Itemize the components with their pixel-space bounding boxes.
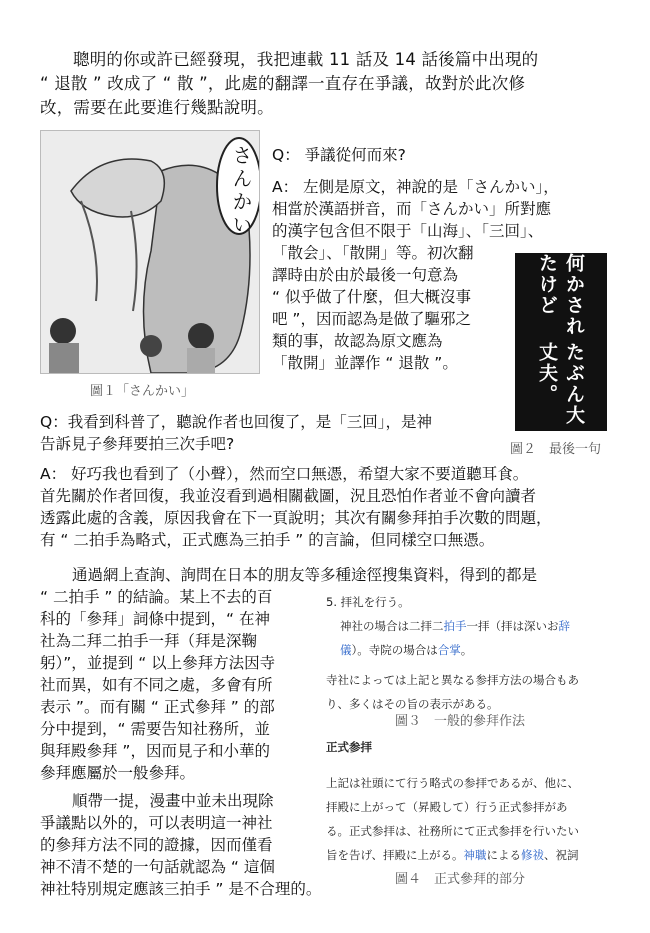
figure-1-manga-panel [40,130,260,374]
figure-4-line-4 [326,843,616,867]
qa-1-answer-line: 的漢字包含但不限于「山海」、「三回」、 [272,222,544,240]
body-line: 分中提到，“ 需要告知社務所，並 [40,720,270,738]
text-run: 、祝詞 [544,848,579,862]
text-run: ）。寺院の場合は [351,643,438,657]
figure-4-caption: 圖４ 正式參拜的部分 [395,872,526,887]
qa-1-answer-line: 「散会」、「散開」等。初次翻 [272,244,474,262]
intro-line-2: “ 退散 ” 改成了 “ 散 ”，此處的翻譯一直存在爭議，故對於此次修 [40,74,526,93]
body-line: 躬）”，並提到 “ 以上參拜方法因寺 [40,654,276,672]
qa-2-answer-line: 有 “ 二拍手為略式，正式應為三拍手 ” 的言論，但同樣空口無憑。 [40,531,495,549]
body-line: 順帶一提，漫畫中並未出現除 [72,792,274,810]
figure-1-caption: 圖１「さんかい」 [90,384,195,399]
qa-2-answer-line: 透露此處的含義，原因我會在下一頁說明；其次有關參拜拍手次數的問題， [40,509,552,527]
text-run: 神社の場合は二拝二 [340,619,444,633]
figure-2-text-col-2: たぶん大丈夫。 [536,342,585,426]
figure-3-caption: 圖３ 一般的參拜作法 [395,714,526,729]
intro-line-1: 聰明的你或許已經發現，我把連載 11 話及 14 話後篇中出現的 [73,50,539,69]
link-gassho[interactable]: 合掌 [437,643,461,657]
figure-4-excerpt [326,735,616,867]
qa-1-answer-line: 相當於漢語拼音，而「さんかい」所對應 [272,200,552,218]
body-line: 科的「參拜」詞條中提到，“ 在神 [40,610,270,628]
figure-3-line-2 [326,638,616,662]
figure-2-panel [515,253,607,431]
figure-2-caption: 圖２ 最後一句 [510,442,602,457]
figure-4-line-1: 上記は社頭にて行う略式の参拝であるが、他に、 [326,776,579,790]
body-line: 社而異，如有不同之處，多會有所 [40,676,273,694]
body-line: 爭議點以外的，可以表明這一神社 [40,814,273,832]
body-paragraph-2 [40,790,340,900]
text-run: による [486,848,522,862]
intro-line-3: 改，需要在此要進行幾點說明。 [40,98,274,117]
qa-2 [40,411,615,551]
figure-3-line-4: り、多くはその旨の表示がある。 [326,697,499,711]
body-line: 社為二拜二拍手一拜（拜是深鞠 [40,632,258,650]
qa-1-answer-line: 譯時由於由於最後一句意為 [272,266,459,284]
qa-2-question-line: 告訴見子參拜要拍三次手吧? [40,435,235,453]
qa-2-question-line: Q：我看到科普了，聽說作者也回復了，是「三回」，是神 [40,413,432,431]
figure-3-line-3: 寺社によっては上記と異なる参拝方法の場合もあ [326,673,579,687]
qa-1-answer-line: A： 左側是原文，神說的是「さんかい」， [272,178,559,196]
qa-2-answer-line: 首先關於作者回復，我並沒看到過相關截圖，況且恐怕作者並不會向讀者 [40,487,537,505]
body-line: 通過網上查詢、詢問在日本的朋友等多種途徑搜集資料，得到的都是 [72,566,538,584]
figure-2-text-col-1: 何かされたけど [536,253,585,337]
link-jigi[interactable]: 辞 [558,619,570,633]
figure-4-heading: 正式参拝 [326,740,372,754]
qa-1-answer-line: “ 似乎做了什麼，但大概沒事 [272,288,471,306]
link-shinshoku[interactable]: 神職 [463,848,487,862]
body-line: 表示 ”。而有關 “ 正式參拜 ” 的部 [40,698,275,716]
speech-bubble-text: さんかい [229,145,253,237]
link-shubatsu[interactable]: 修祓 [521,848,545,862]
qa-1-question: Q： 爭議從何而來? [272,146,406,164]
link-hakushu[interactable]: 拍手 [443,619,467,633]
body-line: 與拜殿參拜 ”，因而見子和小華的 [40,742,270,760]
text-run: 一拝（拝は深いお [466,619,559,633]
link-gi[interactable]: 儀 [340,643,352,657]
qa-1-answer-line: 類的事，故認為原文應為 [272,332,443,350]
figure-3-line-1 [326,614,616,638]
body-line: 神不清不楚的一句話就認為 “ 這個 [40,858,275,876]
intro-paragraph [40,48,620,120]
qa-1-answer-line: 吧 ”，因而認為是做了驅邪之 [272,310,471,328]
figure-3-heading: 5. 拝礼を行う。 [326,595,410,609]
body-line: 神社特別規定應該三拍手 ” 是不合理的。 [40,880,322,898]
text-run: 。 [460,643,473,657]
figure-4-line-3: る。正式参拝は、社務所にて正式参拝を行いたい [326,824,579,838]
text-run: 旨を告げ、拝殿に上がる。 [326,848,464,862]
body-line: 的參拜方法不同的證據，因而僅看 [40,836,273,854]
qa-2-answer-line: A： 好巧我也看到了（小聲），然而空口無憑，希望大家不要道聽耳食。 [40,465,529,483]
body-line: 參拜應屬於一般參拜。 [40,764,196,782]
figure-4-line-2: 拝殿に上がって（昇殿して）行う正式参拝があ [326,800,568,814]
qa-1-answer-line: 「散開」並譯作 “ 退散 ”。 [272,354,458,372]
body-line: “ 二拍手 ” 的結論。某上不去的百 [40,588,273,606]
figure-3-excerpt [326,590,616,716]
